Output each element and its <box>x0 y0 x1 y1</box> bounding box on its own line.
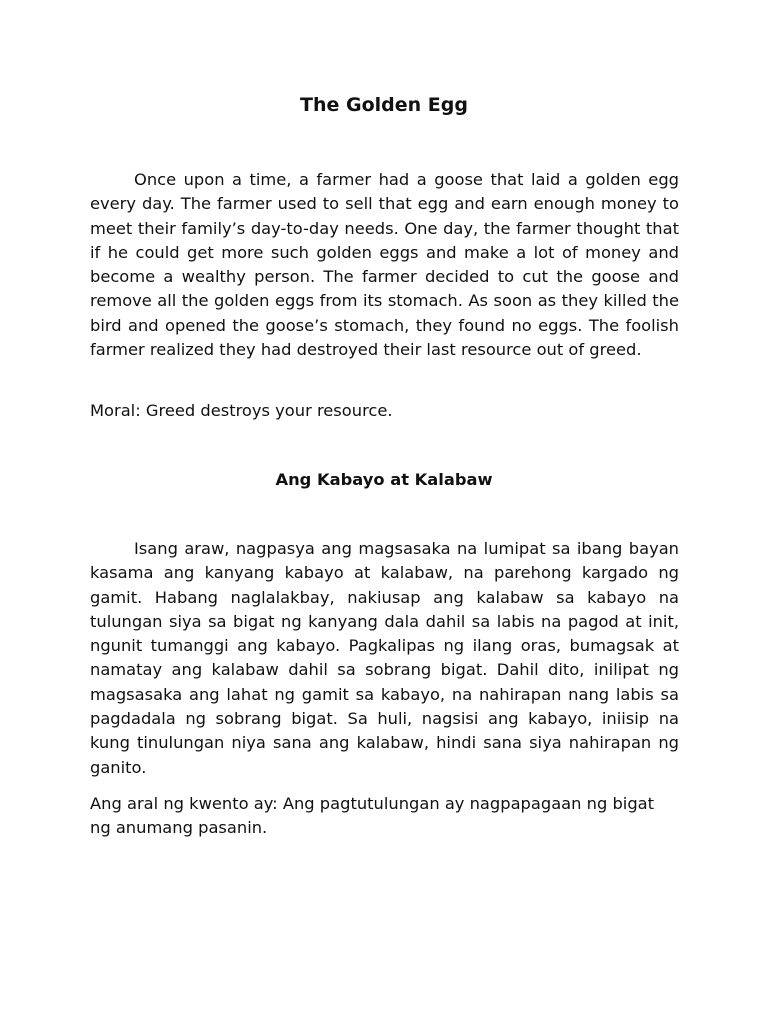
moral-golden-egg: Moral: Greed destroys your resource. <box>90 401 393 420</box>
story-paragraph-kabayo-kalabaw <box>90 537 679 780</box>
story-text-golden-egg: Once upon a time, a farmer had a goose that laid a golden egg every day. The farmer used to sell that egg and earn enough money to meet their family’s day-to-day needs. One day, the farmer thought that if he could get more such golden eggs and make a lot of money and become a wealthy person. The farmer decided to cut the goose and remove all the golden eggs from its stomach. As soon as they killed the bird and opened the goose’s stomach, they found no eggs. The foolish farmer realized they had destroyed their last resource out of greed. <box>90 170 679 360</box>
story-paragraph-golden-egg <box>90 168 679 362</box>
moral-kabayo-kalabaw: Ang aral ng kwento ay: Ang pagtutulungan ay nagpapagaan ng bigat ng anumang pasanin. <box>90 794 655 838</box>
story-title-golden-egg: The Golden Egg <box>300 94 468 116</box>
story-text-kabayo-kalabaw: Isang araw, nagpasya ang magsasaka na lumipat sa ibang bayan kasama ang kanyang kabayo at kalabaw, na parehong kargado ng gamit. Habang naglalakbay, nakiusap ang kalabaw sa kabayo na tulungan siya sa bigat ng kanyang dala dahil sa labis na pagod at init, ngunit tumanggi ang kabayo. Pagkalipas ng ilang oras, bumagsak at namatay ang kalabaw dahil sa sobrang bigat. Dahil dito, inilipat ng magsasaka ang lahat ng gamit sa kabayo, na nahirapan nang labis sa pagdadala ng sobrang bigat. Sa huli, nagsisi ang kabayo, iniisip na kung tinulungan niya sana ang kalabaw, hindi sana siya nahirapan ng ganito. <box>90 539 679 777</box>
story-title-kabayo-kalabaw: Ang Kabayo at Kalabaw <box>275 470 493 489</box>
